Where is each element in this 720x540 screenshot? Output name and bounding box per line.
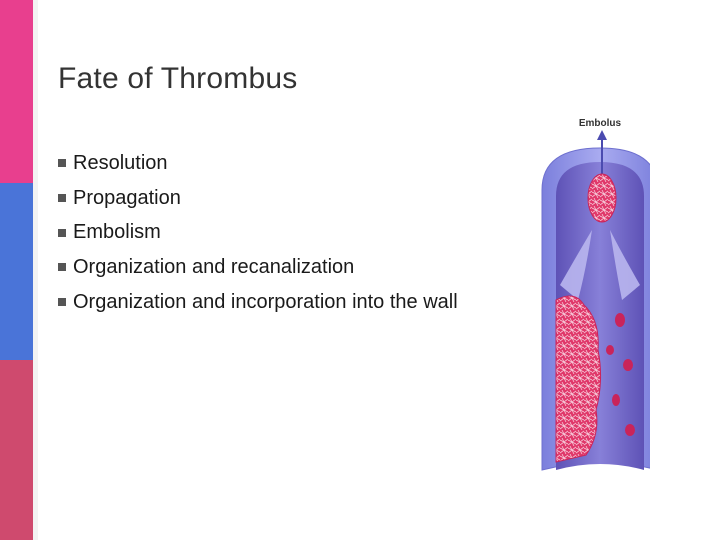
- bullet-text: Propagation: [73, 186, 181, 209]
- side-stripe-red: [0, 360, 33, 540]
- bullet-text: Resolution: [73, 151, 168, 174]
- bullet-item: [58, 181, 528, 216]
- slide-title: Fate of Thrombus: [58, 62, 298, 95]
- side-stripe-gap: [33, 0, 38, 540]
- square-bullet-icon: [58, 194, 66, 202]
- bullet-item: [58, 215, 528, 250]
- bullet-list: [58, 146, 528, 319]
- bullet-item: [58, 250, 528, 285]
- side-stripe-pink: [0, 0, 33, 183]
- bullet-item: [58, 285, 528, 320]
- thrombus-vessel-illustration: [520, 110, 650, 485]
- bullet-text: Embolism: [73, 221, 161, 244]
- bullet-text: Organization and incorporation into the wall: [73, 290, 458, 313]
- side-stripe-blue: [0, 183, 33, 360]
- bullet-item: [58, 146, 528, 181]
- square-bullet-icon: [58, 298, 66, 306]
- square-bullet-icon: [58, 159, 66, 167]
- bullet-text: Organization and recanalization: [73, 255, 355, 278]
- square-bullet-icon: [58, 263, 66, 271]
- square-bullet-icon: [58, 229, 66, 237]
- embolus-label: Embolus: [578, 118, 622, 129]
